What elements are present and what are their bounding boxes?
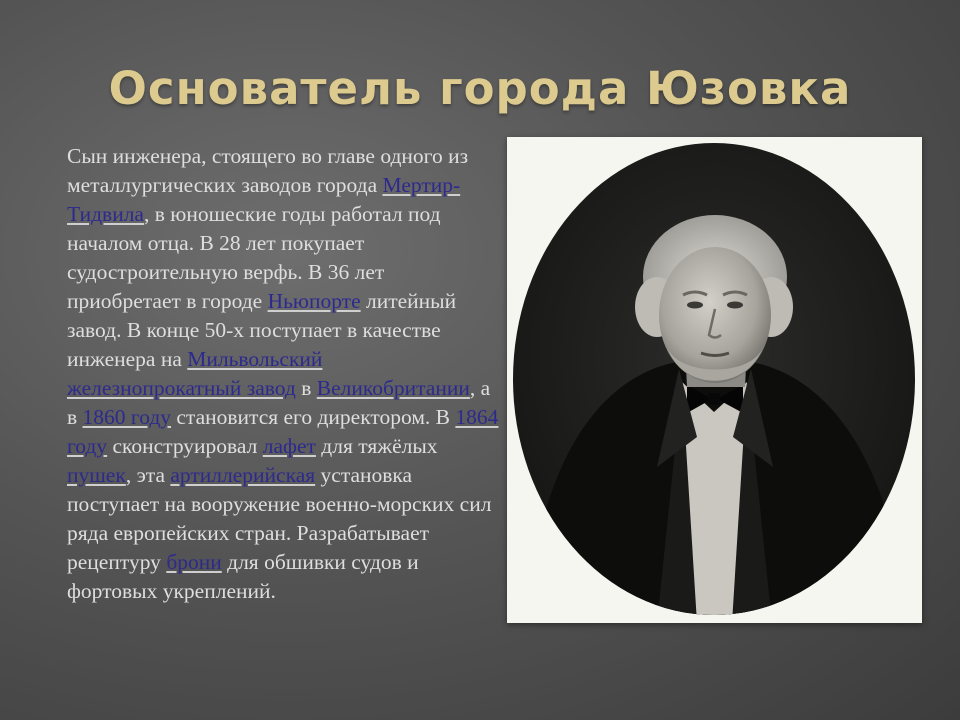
portrait-image <box>507 137 922 623</box>
link-millwall-ironworks[interactable]: Мильвольский железнопрокатный завод <box>67 347 323 400</box>
link-merthyr-tydfil[interactable]: Мертир-Тидвила <box>67 173 461 226</box>
portrait-illustration <box>507 137 922 623</box>
text-segment: сконструировал <box>107 434 263 458</box>
link-armor[interactable]: брони <box>166 550 222 574</box>
biography-text <box>67 142 502 606</box>
link-newport[interactable]: Ньюпорте <box>267 289 361 313</box>
link-gun-carriage[interactable]: лафет <box>262 434 316 458</box>
text-segment: установка поступает на вооружение военно-морских сил ряда европейских стран. Разрабатывает рецептуру <box>67 463 492 574</box>
text-segment: Сын инженера, стоящего во главе одного из металлургических заводов города <box>67 144 469 197</box>
text-segment: , а в <box>67 376 491 429</box>
text-segment: литейный завод. В конце 50-х поступает в качестве инженера на <box>67 289 457 371</box>
text-segment: для тяжёлых <box>315 434 438 458</box>
text-segment: для обшивки судов и фортовых укреплений. <box>67 550 419 603</box>
link-great-britain[interactable]: Великобритании <box>316 376 470 400</box>
text-segment: , в юношеские годы работал под началом отца. В 28 лет покупает судостроительную верфь. В 36 лет приобретает в городе <box>67 202 441 313</box>
text-segment: , эта <box>125 463 171 487</box>
text-segment: становится его директором. В <box>171 405 456 429</box>
link-cannons[interactable]: пушек <box>67 463 126 487</box>
link-artillery[interactable]: артиллерийская <box>170 463 316 487</box>
text-segment: в <box>295 376 317 400</box>
link-year-1860[interactable]: 1860 году <box>82 405 172 429</box>
link-year-1864[interactable]: 1864 году <box>67 405 499 458</box>
slide-title: Основатель города Юзовка <box>108 62 852 115</box>
